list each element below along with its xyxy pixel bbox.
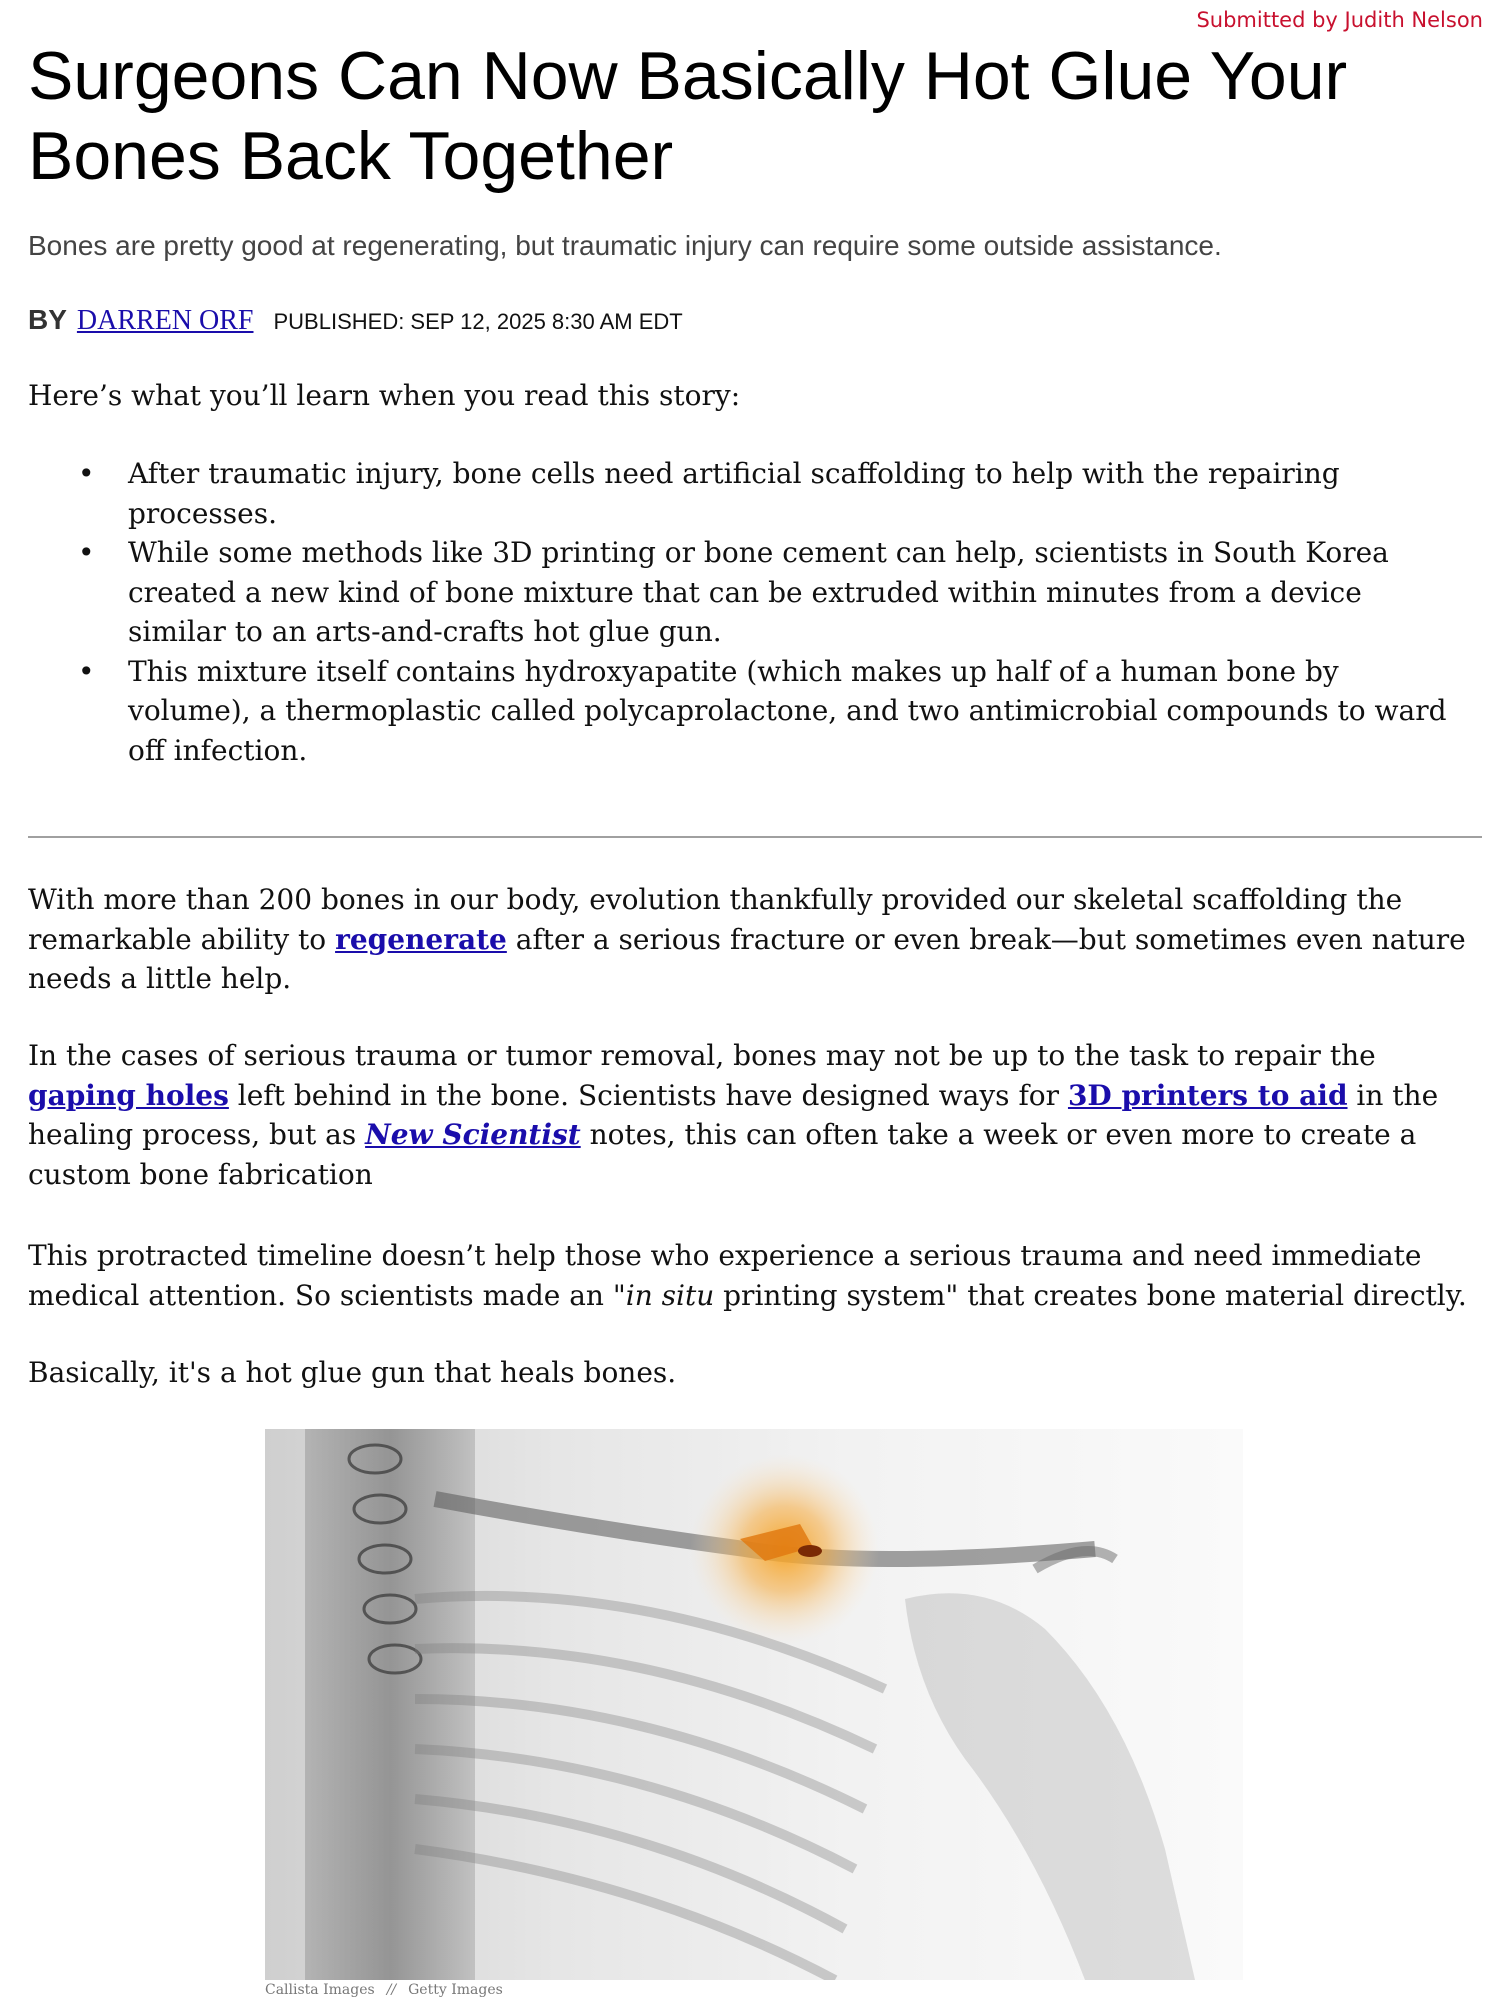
p3-text-b: printing system" that creates bone material directly. — [714, 1278, 1467, 1312]
3d-printers-link[interactable]: 3D printers to aid — [1067, 1078, 1348, 1112]
key-points-list — [28, 454, 1468, 770]
credit-source-2: Getty Images — [408, 1982, 503, 1998]
p1-text-a: With more than 200 bones in our body, evolution thankfully provided our skeletal scaffolding the remarkable ability to — [28, 883, 1403, 956]
submitted-by-note: Submitted by Judith Nelson — [1196, 8, 1483, 32]
learn-intro: Here’s what you’ll learn when you read this story: — [28, 379, 741, 412]
list-item — [28, 454, 1468, 533]
image-credit — [265, 1982, 503, 1998]
credit-separator: // — [386, 1982, 397, 1998]
new-scientist-link[interactable]: New Scientist — [365, 1118, 581, 1151]
gaping-holes-link[interactable]: gaping holes — [28, 1078, 229, 1112]
p1-text-b: after a serious fracture or even break—but sometimes even nature needs a little help. — [28, 922, 1466, 995]
shoulder-bone — [905, 1593, 1195, 1980]
p2-text-d: notes, this can often take a week or even more to create a custom bone fabrication — [28, 1118, 1417, 1191]
paragraph-4: Basically, it's a hot glue gun that heals bones. — [28, 1356, 677, 1389]
regenerate-link[interactable]: regenerate — [335, 922, 507, 956]
bullet-dot: • — [78, 536, 95, 569]
list-item — [28, 652, 1468, 771]
bullet-dot: • — [78, 457, 95, 490]
p2-text-b: left behind in the bone. Scientists have designed ways for — [228, 1078, 1068, 1112]
p2-text-a: In the cases of serious trauma or tumor removal, bones may not be up to the task to repair the — [28, 1039, 1376, 1072]
xray-illustration — [265, 1429, 1243, 1980]
paragraph-3 — [28, 1236, 1473, 1315]
byline-by: BY — [28, 304, 67, 335]
bullet-text: While some methods like 3D printing or bone cement can help, scientists in South Korea created a new kind of bone mixture that can be extruded within minutes from a device similar to an arts-and-crafts hot glue gun. — [128, 536, 1389, 648]
byline — [28, 304, 683, 337]
credit-source-1: Callista Images — [265, 1982, 375, 1998]
bullet-dot: • — [78, 654, 95, 688]
paragraph-2 — [28, 1036, 1473, 1194]
in-situ-italic: in situ — [625, 1278, 715, 1312]
article-subtitle: Bones are pretty good at regenerating, but traumatic injury can require some outside assistance. — [28, 230, 1222, 261]
fracture-gap — [798, 1545, 822, 1557]
bullet-text: This mixture itself contains hydroxyapatite (which makes up half of a human bone by volume), a thermoplastic called polycaprolactone, and two antimicrobial compounds to ward off infection. — [128, 654, 1447, 767]
p2-text-c: in the healing process, but as — [28, 1078, 1439, 1151]
bullet-text: After traumatic injury, bone cells need artificial scaffolding to help with the repairing processes. — [128, 457, 1340, 530]
list-item — [28, 533, 1468, 652]
section-divider — [28, 836, 1482, 838]
published-date: PUBLISHED: SEP 12, 2025 8:30 AM EDT — [273, 309, 683, 334]
paragraph-1 — [28, 880, 1473, 999]
ribs — [415, 1596, 885, 1980]
xray-shoulder-image — [265, 1429, 1243, 1980]
article-title: Surgeons Can Now Basically Hot Glue Your Bones Back Together — [28, 38, 1348, 194]
p3-text-a: This protracted timeline doesn’t help those who experience a serious trauma and need immediate medical attention. So scientists made an " — [28, 1239, 1422, 1312]
author-link[interactable]: DARREN ORF — [76, 305, 254, 336]
